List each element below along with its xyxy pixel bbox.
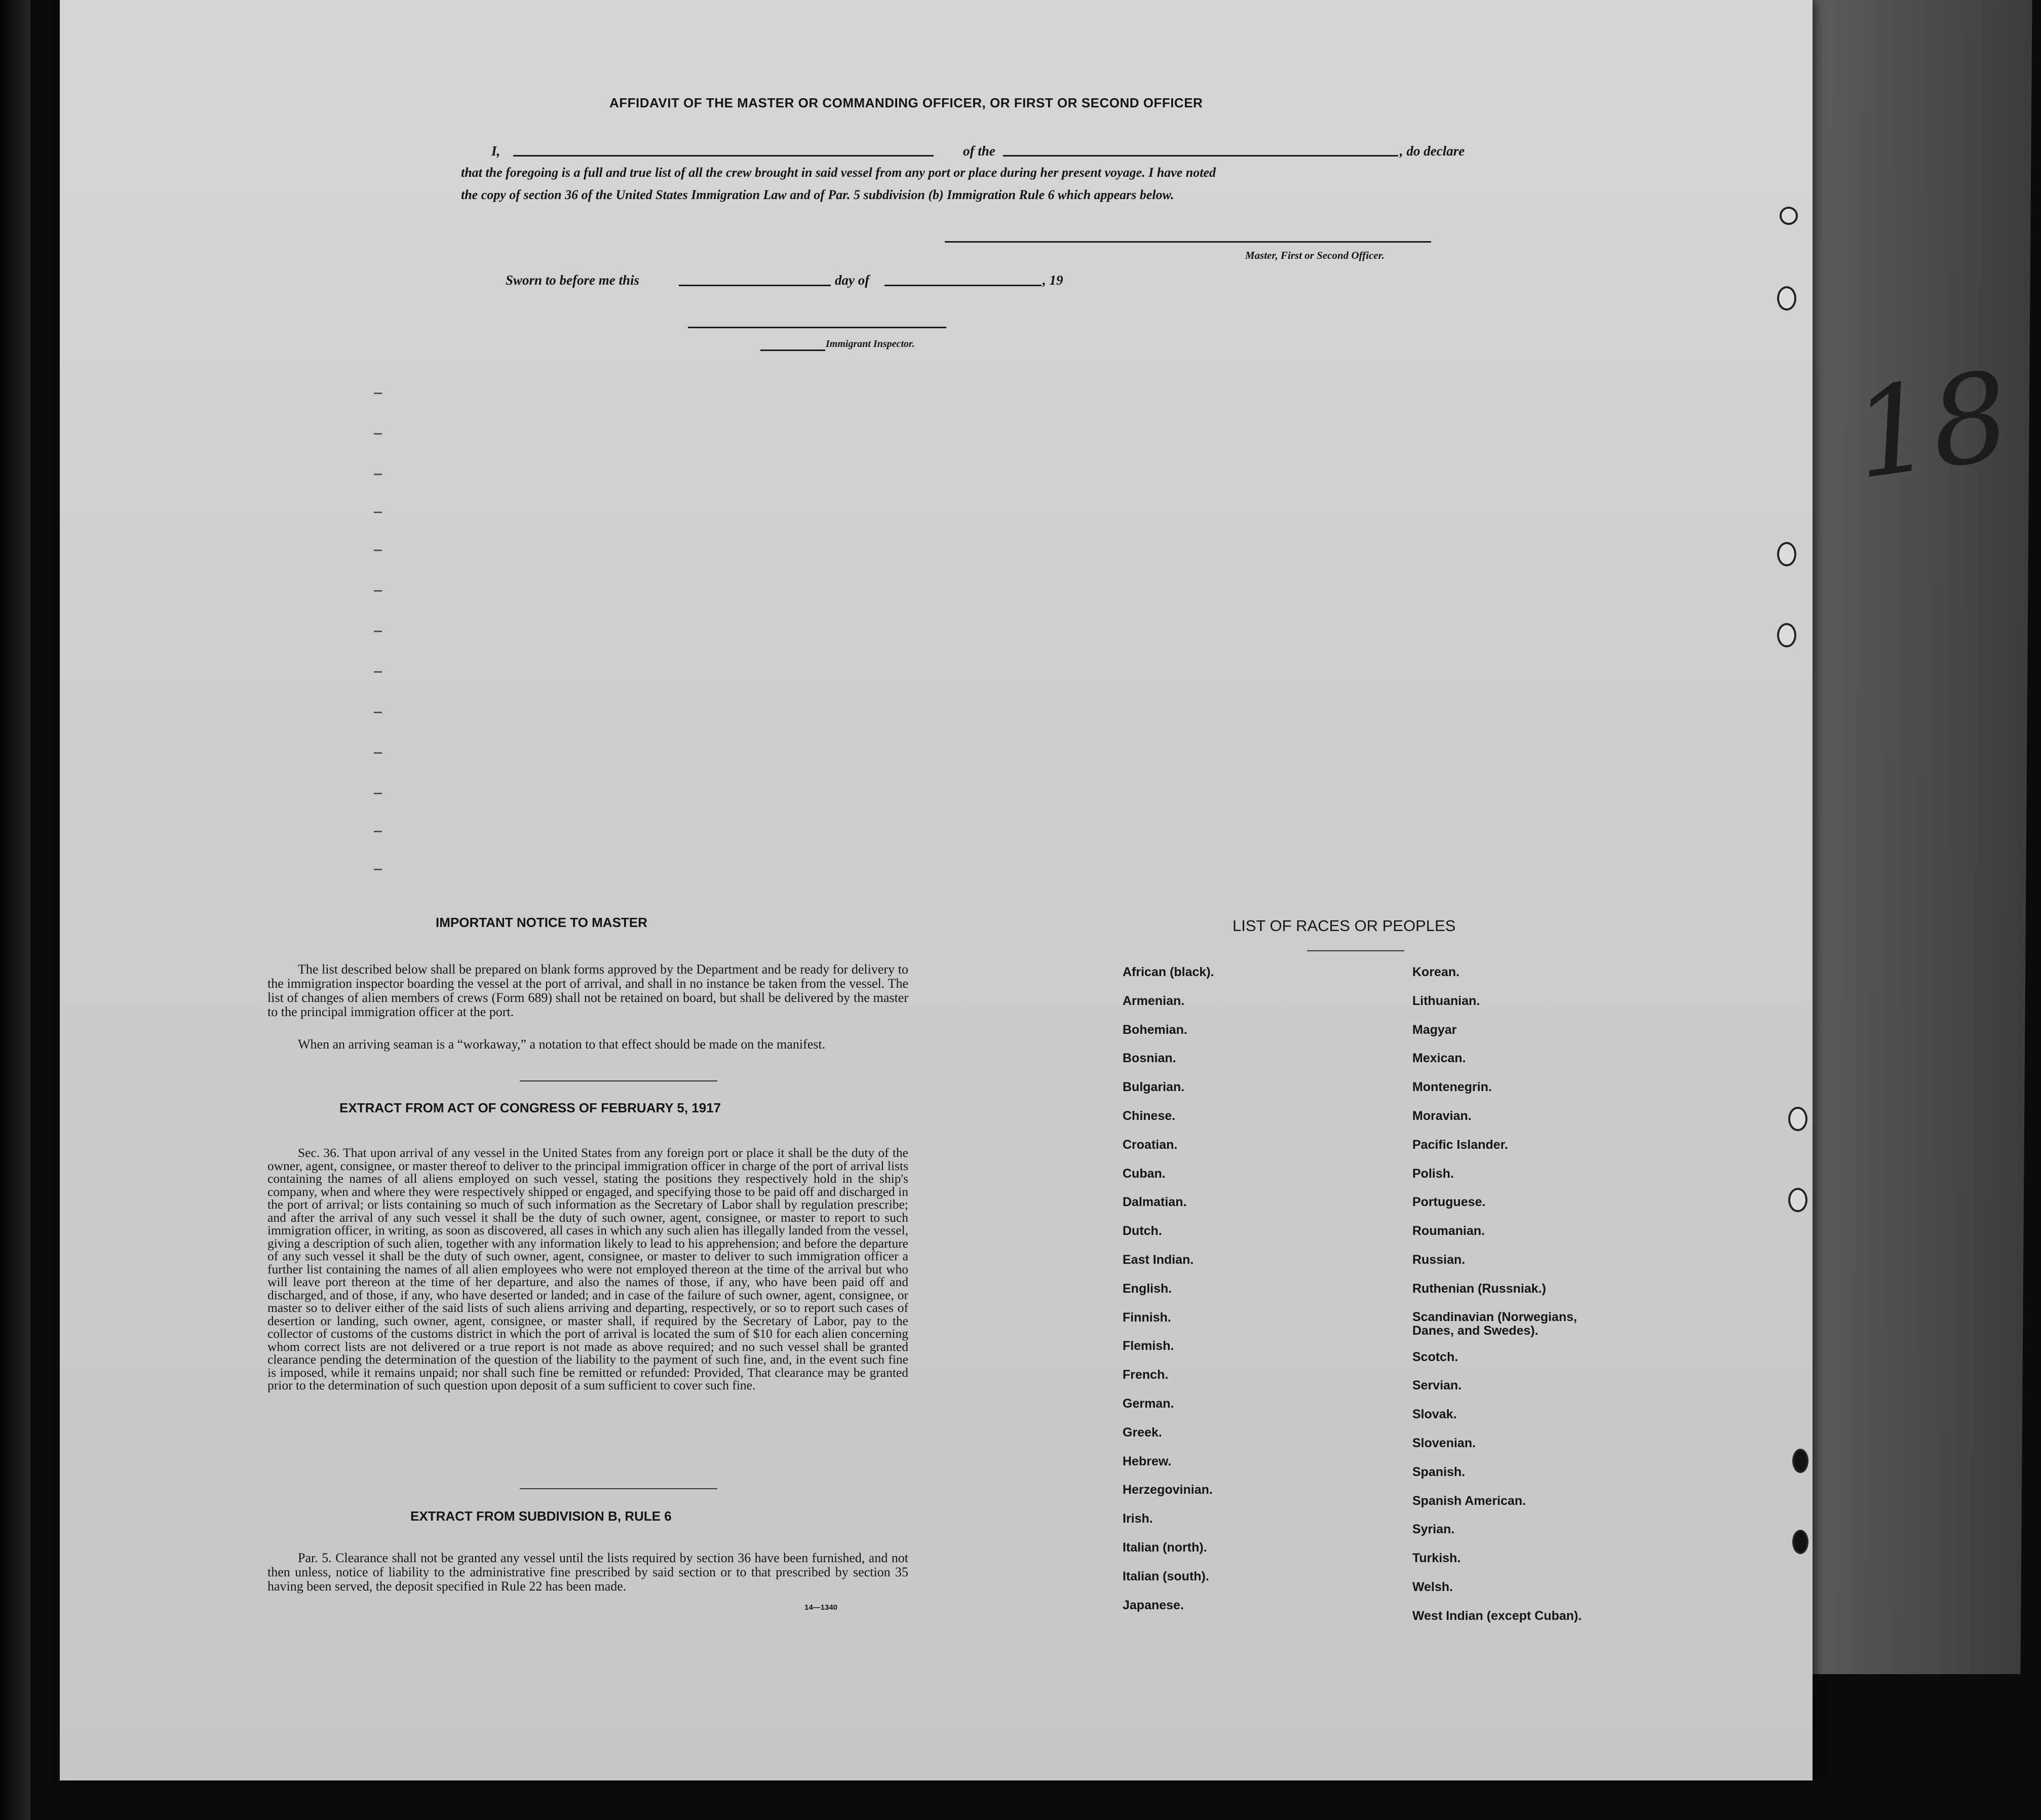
race-item: Scotch. [1412,1349,1458,1364]
margin-mark [374,590,382,592]
divider [520,1080,717,1081]
sworn-day-line [679,285,831,286]
race-item: Finnish. [1123,1310,1171,1325]
inspector-signature-line [688,327,946,328]
affidavit-line1-end: , do declare [1400,143,1465,159]
race-item: Chinese. [1123,1109,1176,1123]
margin-mark [374,831,382,832]
master-signature-line [945,241,1431,243]
divider [520,1488,717,1489]
binder-hole [1792,1449,1808,1473]
race-item: Greek. [1123,1425,1162,1440]
races-title: LIST OF RACES OR PEOPLES [1233,917,1456,935]
race-item: Croatian. [1123,1137,1178,1152]
race-item: Welsh. [1412,1580,1453,1594]
race-item: Spanish. [1412,1464,1466,1479]
race-item: Hebrew. [1123,1454,1172,1468]
affidavit-line2: that the foregoing is a full and true list of all the crew brought in said vessel from any port or place during her present voyage. I have noted [461,165,1216,180]
margin-mark [374,671,382,673]
race-item: Portuguese. [1412,1195,1486,1210]
race-item: English. [1123,1281,1172,1296]
declarant-name-line [513,155,934,157]
race-item: Cuban. [1123,1166,1166,1181]
binder-hole [1792,1530,1808,1554]
race-item: Pacific Islander. [1412,1137,1508,1152]
margin-mark [374,512,382,513]
binder-hole [1777,623,1796,647]
inspector-label-leader [760,350,825,351]
race-item: Montenegrin. [1412,1080,1492,1095]
race-item: Syrian. [1412,1522,1455,1537]
race-item: Italian (south). [1123,1569,1209,1583]
race-item: Bosnian. [1123,1051,1176,1066]
race-item: Dalmatian. [1123,1195,1187,1210]
race-item: Magyar [1412,1022,1457,1037]
sworn-month-line [884,285,1042,286]
race-item: Servian. [1412,1378,1462,1393]
binder-hole [1777,286,1796,311]
form-number: 14—1340 [804,1603,838,1612]
affidavit-line3: the copy of section 36 of the United States Immigration Law and of Par. 5 subdivision (b) Immigration Rule 6 which appears below. [461,187,1174,202]
race-item: Slovenian. [1412,1436,1476,1450]
binder-hole [1788,1107,1807,1131]
race-item: Korean. [1412,965,1460,979]
margin-mark [374,393,382,394]
scan-border-left [0,0,30,1820]
margin-mark [374,869,382,870]
extract-rule-text: Par. 5. Clearance shall not be granted any vessel until the lists required by section 36 have been furnished, and not then unless, notice of liability to the administrative fine prescribed by said section or to that prescribed by section 35 having been served, the deposit specified in Rule 22 has been made. [267,1551,908,1594]
handwritten-page-number: 18 [1845,344,2018,507]
race-item: Bulgarian. [1123,1080,1185,1095]
race-item: Irish. [1123,1512,1153,1526]
race-item: Japanese. [1123,1598,1184,1612]
margin-mark [374,793,382,794]
sworn-start: Sworn to before me this [506,273,640,288]
sworn-mid: day of [835,273,870,288]
race-item: German. [1123,1397,1174,1411]
race-item: Turkish. [1412,1551,1461,1566]
race-item: Italian (north). [1123,1540,1207,1555]
margin-mark [374,433,382,435]
notice-paragraph-2: When an arriving seaman is a “workaway,” a notation to that effect should be made on the manifest. [298,1037,826,1052]
race-item: Mexican. [1412,1051,1466,1066]
master-signature-label: Master, First or Second Officer. [1245,249,1384,261]
extract-act-text: Sec. 36. That upon arrival of any vessel in the United States from any foreign port or place it shall be the duty of the owner, agent, consignee, or master thereof to deliver to the principal immigration officer in charge of the port of arrival lists containing the names of all aliens employed on such vessel, stating the positions they respectively hold in the ship's company, when and where they were respectively shipped or engaged, and specifying those to be paid off and discharged in the port of arrival; or lists containing so much of such information as the Secretary of Labor shall by regulation prescribe; and after the arrival of any such vessel it shall be the duty of such owner, agent, consignee, or master to report to such immigration officer, in writing, as soon as discovered, all cases in which any such alien has illegally landed from the vessel, giving a description of such alien, together with any information likely to lead to his apprehension; and before the departure of any such vessel it shall be the duty of such owner, agent, consignee, or master to deliver to such immigration officer a further list containing the names of all alien employees who were not employed thereon at the time of the arrival but who will leave port thereon at the time of her departure, and also the names of those, if any, who have been paid off and discharged, and of those, if any, who have deserted or landed; and in case of the failure of such owner, agent, consignee, or master so to deliver either of the said lists of such aliens arriving and departing, respectively, or so to report such cases of desertion or landing, such owner, agent, consignee, or master shall, if required by the Secretary of Labor, pay to the collector of customs of the customs district in which the port of arrival is located the sum of $10 for each alien concerning whom correct lists are not delivered or a true report is not made as above required; and no such vessel shall be granted clearance pending the determination of the question of the liability to the payment of such fine, and, in the event such fine is imposed, while it remains unpaid; nor shall such fine be remitted or refunded: Provided, That clearance may be granted prior to the determination of such question upon deposit of a sum sufficient to cover such fine. [267,1145,908,1392]
affidavit-line1-mid: of the [963,143,995,159]
race-item: Ruthenian (Russniak.) [1412,1281,1546,1296]
race-item: Armenian. [1123,993,1185,1008]
race-item: Slovak. [1412,1407,1457,1422]
race-item: African (black). [1123,965,1214,979]
notice-title: IMPORTANT NOTICE TO MASTER [436,915,647,930]
margin-mark [374,474,382,475]
document-page [60,0,1813,1780]
race-item: Moravian. [1412,1109,1472,1123]
extract-act-title: EXTRACT FROM ACT OF CONGRESS OF FEBRUARY 5, 1917 [339,1100,721,1115]
sworn-end: , 19 [1043,273,1063,288]
race-item: Roumanian. [1412,1224,1485,1238]
extract-rule-title: EXTRACT FROM SUBDIVISION B, RULE 6 [410,1508,672,1524]
margin-mark [374,752,382,754]
race-item: Scandinavian (Norwegians, Danes, and Swedes). [1412,1309,1577,1338]
race-item: Dutch. [1123,1224,1162,1238]
race-item: Flemish. [1123,1339,1174,1353]
margin-mark [374,550,382,551]
race-item: French. [1123,1368,1169,1382]
notice-paragraph-1: The list described below shall be prepared on blank forms approved by the Department and be ready for delivery to the immigration inspector boarding the vessel at the port of arrival, and shall in no instance be taken from the vessel. The list of changes of alien members of crews (Form 689) shall not be retained on board, but shall be delivered by the master to the principal immigration officer at the port. [267,962,908,1019]
margin-mark [374,631,382,632]
race-item: Lithuanian. [1412,993,1480,1008]
binder-hole [1780,207,1798,225]
race-item: Herzegovinian. [1123,1483,1213,1497]
race-item: West Indian (except Cuban). [1412,1608,1582,1623]
race-item: East Indian. [1123,1253,1194,1267]
vessel-name-line [1003,155,1398,157]
inspector-label: Immigrant Inspector. [826,338,915,350]
margin-mark [374,712,382,713]
races-title-underline [1307,950,1404,951]
race-item: Russian. [1412,1253,1466,1267]
race-item: Bohemian. [1123,1022,1187,1037]
race-item: Polish. [1412,1166,1454,1181]
affidavit-line1-start: I, [491,143,500,159]
affidavit-title: AFFIDAVIT OF THE MASTER OR COMMANDING OFFICER, OR FIRST OR SECOND OFFICER [609,95,1203,110]
binder-hole [1788,1188,1807,1212]
binder-hole [1777,542,1796,566]
race-item: Spanish American. [1412,1493,1526,1508]
